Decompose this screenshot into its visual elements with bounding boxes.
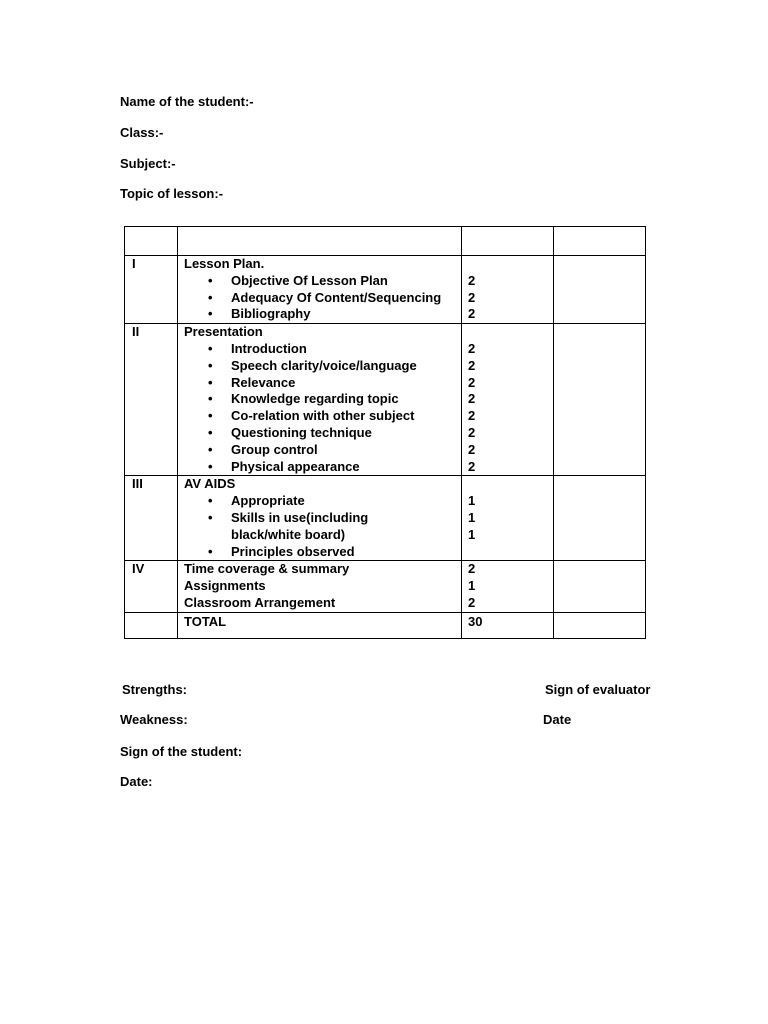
marks-value: 1 [468, 509, 476, 525]
criteria-line: Assignments [184, 578, 266, 594]
table-header-row [125, 227, 646, 256]
section-numeral: III [125, 476, 178, 561]
evaluator-date-label: Date [543, 712, 572, 727]
bullet-icon: • [208, 424, 213, 440]
table-cell [178, 227, 462, 256]
section-numeral: I [125, 256, 178, 324]
bullet-icon: • [208, 340, 213, 356]
bullet-icon: • [208, 509, 213, 525]
list-item: • Group control [208, 441, 318, 457]
marks-cell [462, 324, 554, 476]
bullet-icon: • [208, 391, 213, 407]
criteria-cell [178, 256, 462, 324]
bullet-icon: • [208, 493, 213, 509]
marks-value: 2 [468, 374, 476, 390]
list-item: • Principles observed [208, 543, 355, 559]
marks-value: 2 [468, 408, 476, 424]
student-name-label: Name of the student:- [120, 94, 254, 109]
criteria-line: Time coverage & summary [184, 561, 350, 577]
score-cell [554, 324, 646, 476]
bullet-icon: • [208, 458, 213, 474]
bullet-icon: • [208, 408, 213, 424]
marks-value: 2 [468, 289, 476, 305]
table-cell [554, 227, 646, 256]
section-numeral: II [125, 324, 178, 476]
marks-value: 2 [468, 458, 476, 474]
list-item: • Physical appearance [208, 458, 360, 474]
criteria-line: Classroom Arrangement [184, 594, 336, 610]
criteria-cell [178, 476, 462, 561]
table-row [125, 561, 646, 612]
marks-cell [462, 256, 554, 324]
marks-value: 2 [468, 306, 476, 322]
score-cell [554, 256, 646, 324]
total-value: 30 [462, 612, 554, 638]
list-item: • Introduction [208, 340, 307, 356]
bullet-icon: • [208, 357, 213, 373]
date-label: Date: [120, 774, 153, 789]
marks-value: 2 [468, 424, 476, 440]
score-cell [554, 561, 646, 612]
bullet-icon: • [208, 306, 213, 322]
section-title: AV AIDS [184, 476, 236, 492]
criteria-cell [178, 561, 462, 612]
sign-student-label: Sign of the student: [120, 744, 243, 759]
list-item: • Bibliography [208, 306, 311, 322]
marks-value: 1 [468, 578, 476, 594]
marks-value: 1 [468, 493, 476, 509]
evaluation-table [124, 226, 646, 639]
section-numeral: IV [125, 561, 178, 612]
total-label: TOTAL [178, 612, 462, 638]
class-label: Class:- [120, 125, 164, 140]
sign-evaluator-label: Sign of evaluator [545, 682, 651, 697]
section-title: Lesson Plan. [184, 256, 265, 271]
list-item: • Objective Of Lesson Plan [208, 272, 388, 288]
list-item: • Speech clarity/voice/language [208, 357, 417, 373]
bullet-icon: • [208, 543, 213, 559]
total-row [125, 612, 646, 638]
score-cell [554, 612, 646, 638]
marks-value: 2 [468, 340, 476, 356]
criteria-cell [178, 324, 462, 476]
marks-value: 2 [468, 561, 476, 577]
score-cell [554, 476, 646, 561]
weakness-label: Weakness: [120, 712, 188, 727]
table-cell [125, 227, 178, 256]
list-item: • Co-relation with other subject [208, 408, 415, 424]
strengths-label: Strengths: [122, 682, 187, 697]
list-item: • Appropriate [208, 493, 305, 509]
marks-value: 2 [468, 272, 476, 288]
list-item: • Questioning technique [208, 424, 372, 440]
table-row [125, 256, 646, 324]
marks-cell [462, 561, 554, 612]
list-item: • Relevance [208, 374, 296, 390]
marks-value: 2 [468, 391, 476, 407]
marks-value: 2 [468, 441, 476, 457]
marks-value: 2 [468, 357, 476, 373]
table-row [125, 324, 646, 476]
bullet-icon: • [208, 272, 213, 288]
bullet-icon: • [208, 289, 213, 305]
subject-label: Subject:- [120, 156, 176, 171]
table-cell [462, 227, 554, 256]
marks-value: 1 [468, 526, 476, 542]
table-row [125, 476, 646, 561]
marks-value: 2 [468, 594, 476, 610]
list-item: • Knowledge regarding topic [208, 391, 399, 407]
list-item: • Adequacy Of Content/Sequencing [208, 289, 442, 305]
list-item: • Skills in use(including black/white board) [208, 509, 369, 542]
marks-cell [462, 476, 554, 561]
section-title: Presentation [184, 324, 263, 340]
bullet-icon: • [208, 441, 213, 457]
table-cell [125, 612, 178, 638]
bullet-icon: • [208, 374, 213, 390]
topic-label: Topic of lesson:- [120, 186, 224, 201]
